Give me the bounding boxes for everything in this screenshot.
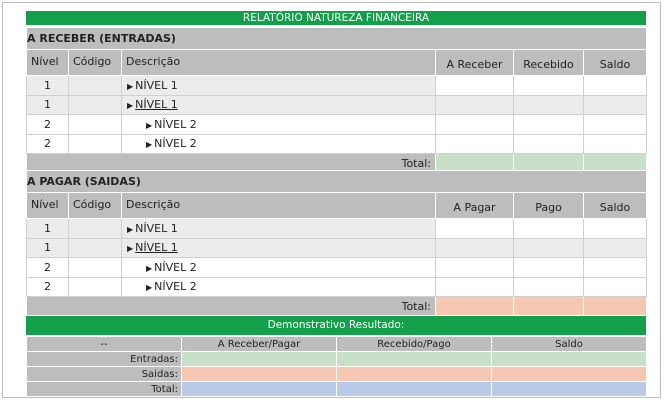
total-pago: [514, 297, 584, 316]
cell-recebido: [514, 134, 584, 154]
caret-right-icon: ▶: [146, 140, 153, 150]
cell-a-receber: [436, 134, 514, 154]
cell-saldo: [584, 115, 647, 135]
row-description: ▶ NÍVEL 1: [122, 219, 436, 239]
demo-cell: [182, 352, 337, 367]
cell-pago: [514, 277, 584, 297]
demonstrativo-table: [26, 336, 647, 397]
cell-saldo: [584, 95, 647, 115]
row-description: ▶ NÍVEL 2: [122, 258, 436, 278]
report-title: RELATÓRIO NATUREZA FINANCEIRA: [26, 11, 646, 25]
row-level: 2: [27, 134, 69, 154]
caret-right-icon: ▶: [127, 244, 134, 254]
cell-recebido: [514, 95, 584, 115]
demo-header-a-receber-pagar: A Receber/Pagar: [182, 337, 337, 352]
row-code: [69, 95, 122, 115]
col-saldo: Saldo: [584, 193, 647, 219]
demonstrativo-title: Demonstrativo Resultado:: [26, 316, 646, 335]
row-level: 1: [27, 95, 69, 115]
demo-cell: [492, 367, 647, 382]
table-row[interactable]: [27, 76, 647, 96]
row-code: [69, 219, 122, 239]
caret-right-icon: ▶: [127, 101, 134, 111]
payable-heading: A PAGAR (SAIDAS): [27, 171, 647, 193]
table-row[interactable]: [27, 277, 647, 297]
cell-a-receber: [436, 76, 514, 96]
receivable-heading: A RECEBER (ENTRADAS): [27, 28, 647, 50]
total-a-pagar: [436, 297, 514, 316]
table-row[interactable]: [27, 238, 647, 258]
row-description[interactable]: [122, 238, 436, 258]
row-description: ▶ NÍVEL 2: [122, 115, 436, 135]
total-label: Total:: [27, 297, 436, 316]
demo-header-recebido-pago: Recebido/Pago: [337, 337, 492, 352]
row-description: ▶ NÍVEL 2: [122, 134, 436, 154]
cell-a-pagar: [436, 258, 514, 278]
row-level: 2: [27, 258, 69, 278]
table-row[interactable]: [27, 95, 647, 115]
cell-a-pagar: [436, 238, 514, 258]
col-level: Nível: [27, 50, 69, 76]
demo-cell: [337, 367, 492, 382]
col-description: Descrição: [122, 193, 436, 219]
col-level: Nível: [27, 193, 69, 219]
col-saldo: Saldo: [584, 50, 647, 76]
demo-cell: [492, 352, 647, 367]
cell-saldo: [584, 277, 647, 297]
col-description: Descrição: [122, 50, 436, 76]
demo-row-saidas: Saidas:: [27, 367, 182, 382]
cell-a-receber: [436, 115, 514, 135]
table-row[interactable]: [27, 134, 647, 154]
caret-right-icon: ▶: [146, 283, 153, 293]
cell-a-receber: [436, 95, 514, 115]
cell-recebido: [514, 76, 584, 96]
caret-right-icon: ▶: [146, 263, 153, 273]
row-level: 2: [27, 277, 69, 297]
demo-cell: [182, 382, 337, 397]
demo-header-blank: --: [27, 337, 182, 352]
table-row[interactable]: [27, 115, 647, 135]
cell-pago: [514, 219, 584, 239]
row-description: ▶ NÍVEL 1: [122, 76, 436, 96]
row-level: 1: [27, 76, 69, 96]
cell-saldo: [584, 219, 647, 239]
row-level: 1: [27, 219, 69, 239]
col-code: Código: [69, 193, 122, 219]
row-code: [69, 134, 122, 154]
row-description[interactable]: [122, 95, 436, 115]
row-description-link[interactable]: NÍVEL 1: [135, 98, 178, 112]
row-code: [69, 115, 122, 135]
cell-recebido: [514, 115, 584, 135]
col-a-receber: A Receber: [436, 50, 514, 76]
table-row[interactable]: [27, 258, 647, 278]
demo-row-entradas: Entradas:: [27, 352, 182, 367]
row-description-link[interactable]: NÍVEL 1: [135, 241, 178, 255]
caret-right-icon: ▶: [127, 81, 134, 91]
cell-pago: [514, 258, 584, 278]
demo-cell: [492, 382, 647, 397]
row-description: ▶ NÍVEL 2: [122, 277, 436, 297]
total-saldo: [584, 297, 647, 316]
demo-cell: [337, 352, 492, 367]
cell-a-pagar: [436, 219, 514, 239]
row-code: [69, 238, 122, 258]
row-code: [69, 258, 122, 278]
demo-header-saldo: Saldo: [492, 337, 647, 352]
demo-cell: [337, 382, 492, 397]
cell-saldo: [584, 76, 647, 96]
demo-row-total: Total:: [27, 382, 182, 397]
demo-cell: [182, 367, 337, 382]
row-code: [69, 76, 122, 96]
col-recebido: Recebido: [514, 50, 584, 76]
row-code: [69, 277, 122, 297]
col-code: Código: [69, 50, 122, 76]
table-row[interactable]: [27, 219, 647, 239]
caret-right-icon: ▶: [146, 120, 153, 130]
receivable-table: [26, 27, 647, 173]
total-row: [27, 297, 647, 316]
cell-saldo: [584, 238, 647, 258]
total-label: Total:: [27, 154, 436, 173]
cell-pago: [514, 238, 584, 258]
cell-saldo: [584, 134, 647, 154]
cell-a-pagar: [436, 277, 514, 297]
row-level: 1: [27, 238, 69, 258]
row-level: 2: [27, 115, 69, 135]
cell-saldo: [584, 258, 647, 278]
col-a-pagar: A Pagar: [436, 193, 514, 219]
caret-right-icon: ▶: [127, 224, 134, 234]
payable-table: [26, 170, 647, 316]
col-pago: Pago: [514, 193, 584, 219]
